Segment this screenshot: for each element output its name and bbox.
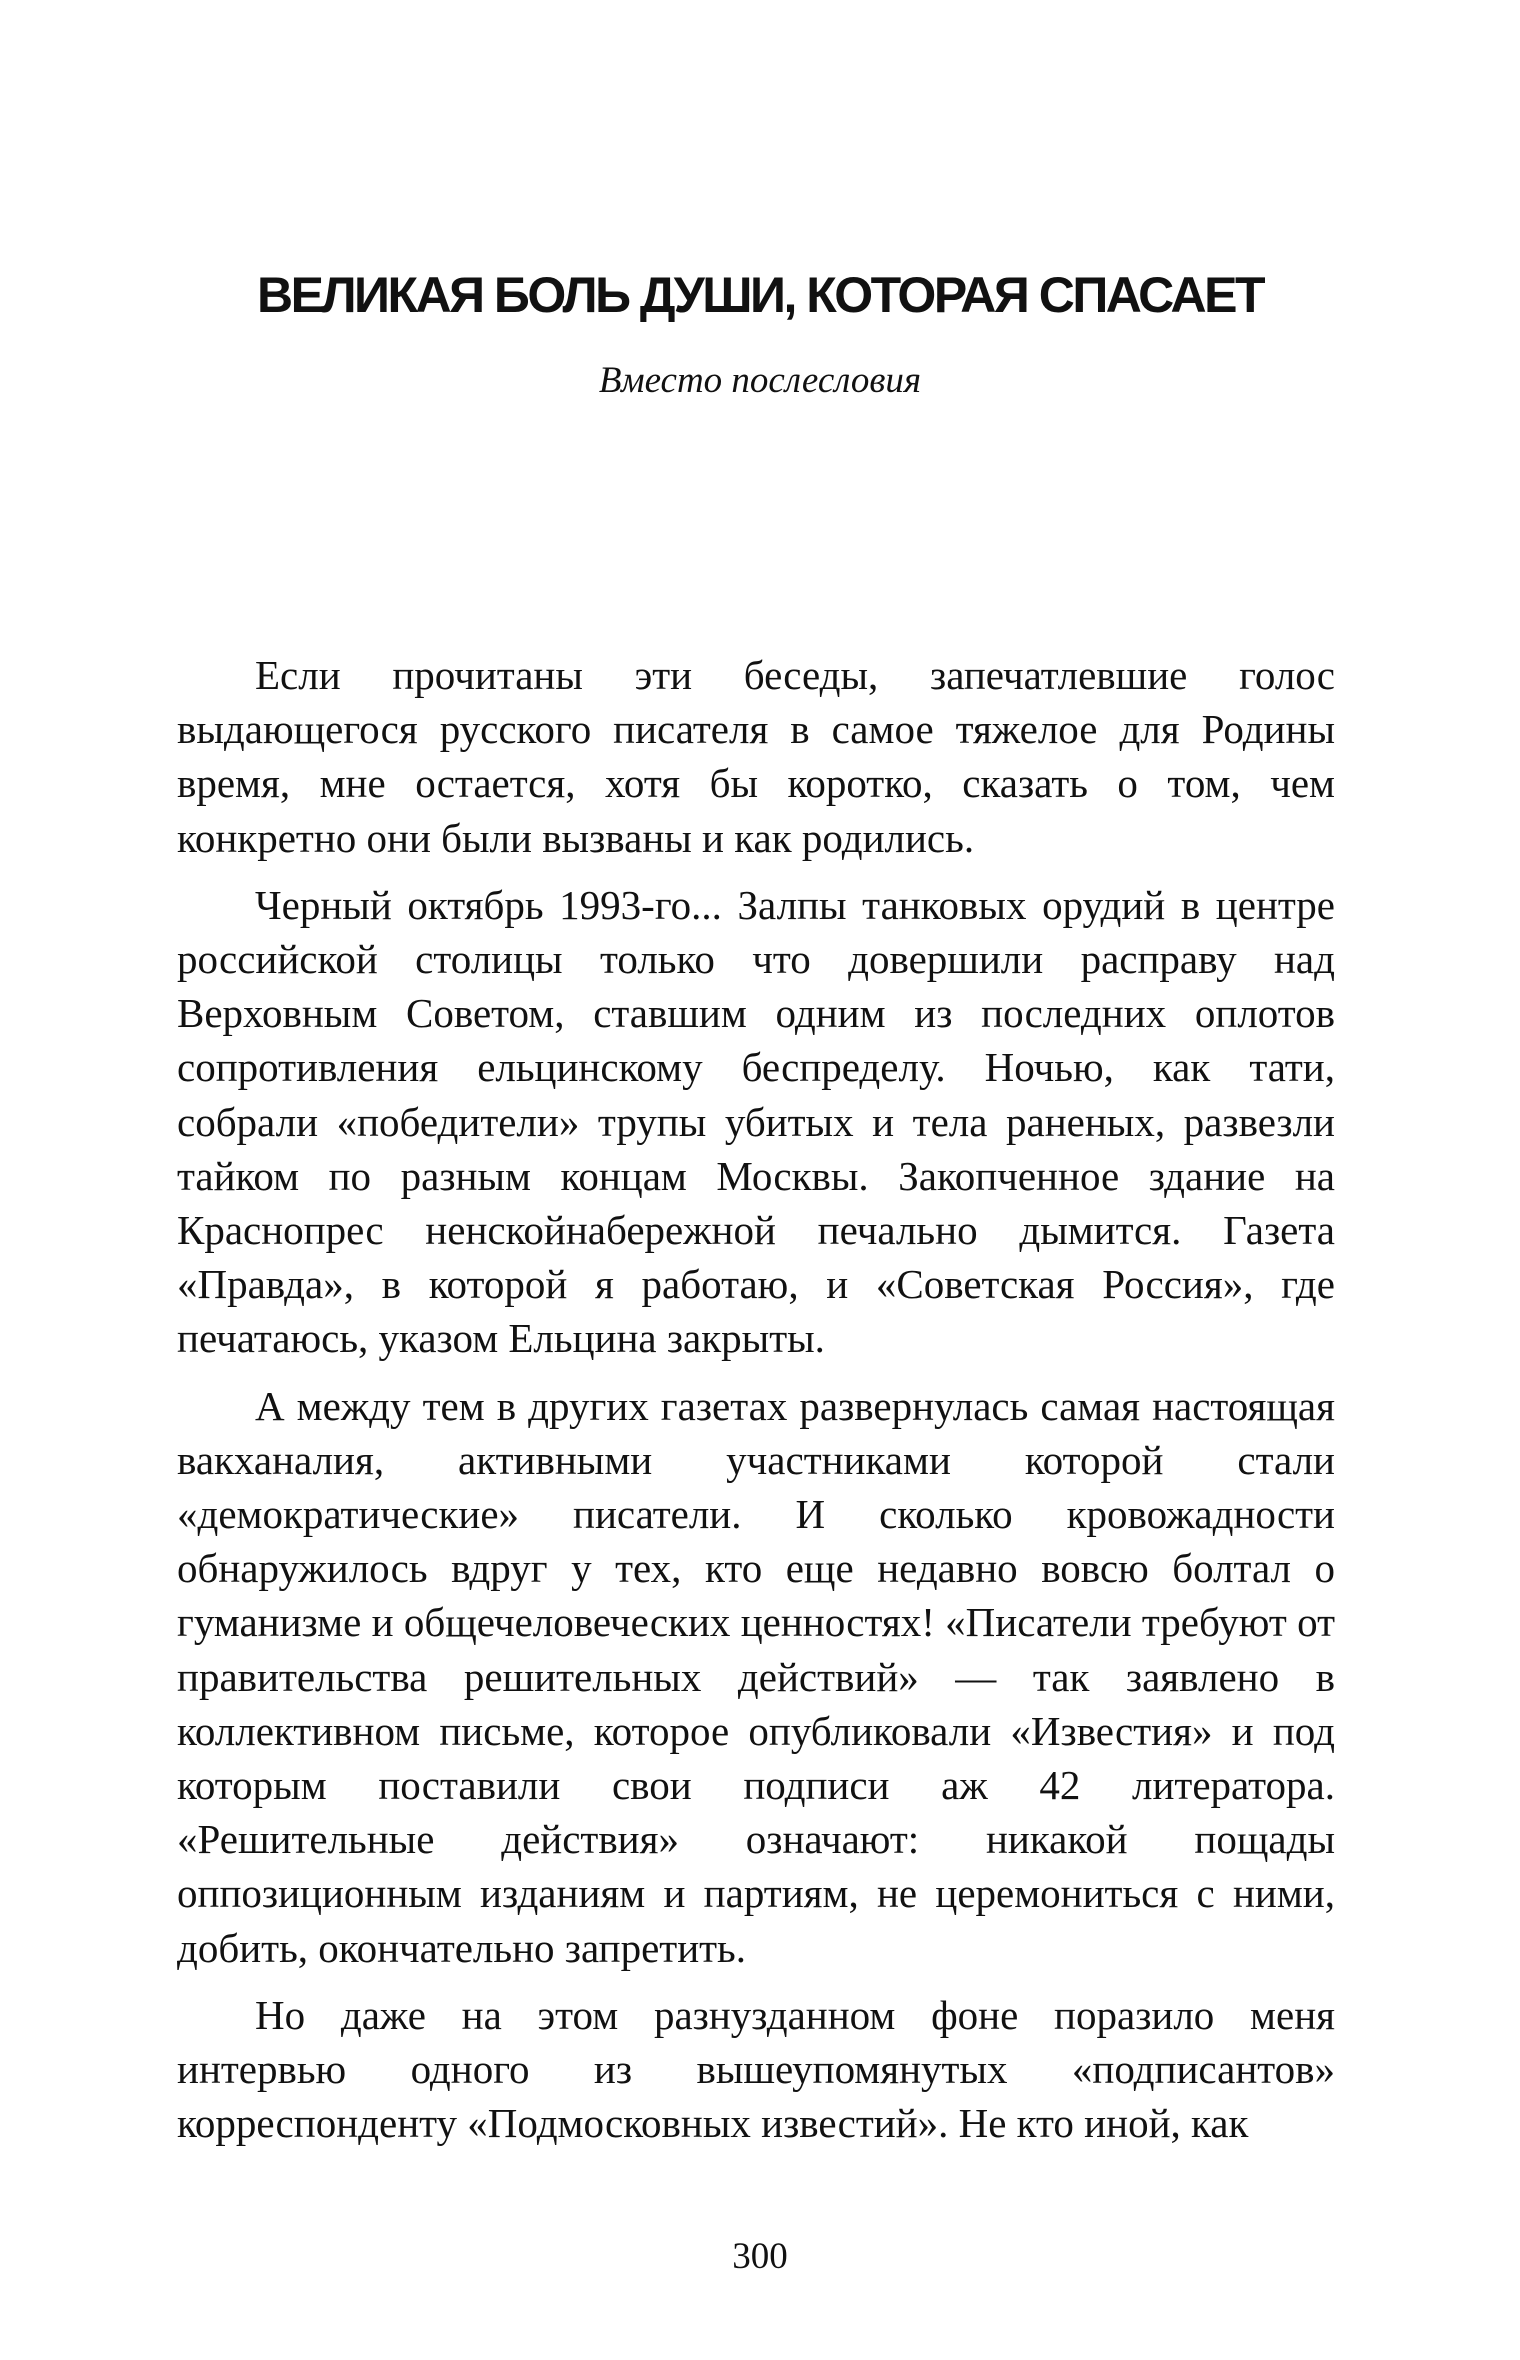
body-text: [177, 648, 1335, 2150]
chapter-subtitle: Вместо послесловия: [598, 360, 922, 401]
paragraph: Если прочитаны эти беседы, запечатлевшие голос выдающегося русского писателя в самое тяжелое для Родины время, мне остается, хотя бы коротко, сказать о том, чем конкретно они были вызваны и как родились.: [177, 652, 1335, 861]
paragraph: А между тем в других газетах развернулась самая настоящая вакханалия, активными участниками которой стали «демократические» писатели. И сколько кровожадности обнаружилось вдруг у тех, кто еще недавно вовсю болтал о гуманизме и общечеловеческих ценностях! «Писатели требуют от правительства решительных действий» — так заявлено в коллективном письме, которое опубликовали «Известия» и под которым поставили свои подписи аж 42 литератора. «Решительные действия» означают: никакой пощады оппозиционным изданиям и партиям, не церемониться с ними, добить, окончательно запретить.: [177, 1382, 1335, 1971]
page-number: 300: [732, 2236, 788, 2277]
paragraph: Но даже на этом разнузданном фоне поразило меня интервью одного из вышеупомянутых «подписантов» корреспонденту «Подмосковных известий». Не кто иной, как: [177, 1991, 1335, 2147]
chapter-title: ВЕЛИКАЯ БОЛЬ ДУШИ, КОТОРАЯ СПАСАЕТ: [257, 267, 1263, 323]
paragraph: Черный октябрь 1993-го... Залпы танковых орудий в центре российской столицы только что довершили расправу над Верховным Советом, ставшим одним из последних оплотов сопротивления ельцинскому беспределу. Ночью, как тати, собрали «победители» трупы убитых и тела раненых, развезли тайком по разным концам Москвы. Закопченное здание на Краснопрес ненскойнабережной печально дымится. Газета «Правда», в которой я работаю, и «Советская Россия», где печатаюсь, указом Ельцина закрыты.: [177, 881, 1335, 1362]
